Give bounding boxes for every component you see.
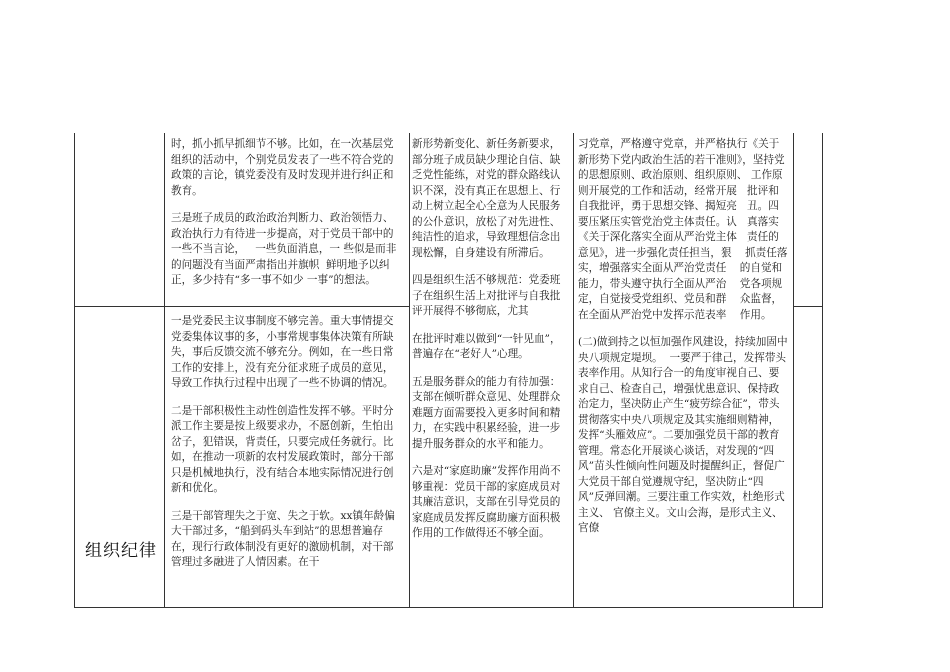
paragraph: 五是服务群众的能力有待加强：支部在倾听群众意见、处理群众难题方面需要投入更多时间和精力，在实践中积累经验，进一步提升服务群众的水平和能力。 xyxy=(412,375,561,450)
content-table xyxy=(74,133,823,608)
issues-cell-bottom xyxy=(171,314,403,604)
paragraph: 四是组织生活不够规范：党委班子在组织生活上对批评与自我批评开展得不够彻底，尤其 xyxy=(412,274,561,317)
row-divider xyxy=(75,306,409,307)
column-divider xyxy=(409,133,410,607)
section-label: 组织纪律 xyxy=(85,541,157,561)
column-divider xyxy=(793,133,794,607)
column-divider xyxy=(573,133,574,607)
paragraph: 新形势新变化、新任务新要求，部分班子成员缺少理论自信、缺乏党性能练，对党的群众路线认识不深，没有真正在思想上、行动上树立起全心全意为人民服务的公仆意识，放松了对先进性、纯洁性的追求，导致理想信念出现松懈，自身建设有所滞后。 xyxy=(412,138,561,259)
paragraph: 一是党委民主议事制度不够完善。重大事情提交党委集体议事的多，小事常规事集体决策有所缺失，事后反馈交流不够充分。例如，在一些日常工作的安排上，没有充分征求班子成员的意见，导致工作执行过程中出现了一些不协调的情况。 xyxy=(171,315,394,389)
paragraph: 三是班子成员的政治政治判断力、政治领悟力、政治执行力有待进一步提高，对于党员干部中的一些不当言论， 一些负面消息，一 些似是而非的问题没有当面严肃指出并旗帜 鲜明地予以纠正，多少持有“多一事不如少 一事”的想法。 xyxy=(171,212,397,286)
causes-cell xyxy=(412,137,568,603)
paragraph: 时，抓小抓早抓细节不够。比如，在一次基层党组织的活动中，个别党员发表了一些不符合党的政策的言论，镇党委没有及时发现并进行纠正和教育。 xyxy=(171,138,394,197)
row-divider xyxy=(793,306,823,307)
paragraph: 在批评时难以做到“一针见血”，普遍存在“老好人”心理。 xyxy=(412,332,561,360)
measures-cell xyxy=(578,137,788,603)
paragraph: 三是干部管理失之于宽、失之于软。xx镇年龄偏大干部过多，“船到码头车到站”的思想普遍存在，现行行政体制没有更好的激励机制，对干部管理过多融进了人情因素。在干 xyxy=(171,509,395,568)
paragraph: 二是干部积极性主动性创造性发挥不够。平时分派工作主要是按上级要求办，不愿创新，生怕出岔子，犯错误，背责任，只要完成任务就行。比如，在推动一项新的农村发展政策时，部分干部只是机械地执行，没有结合本地实际情况进行创新和优化。 xyxy=(171,404,394,494)
paragraph: (二)做到持之以恒加强作风建设，持续加固中央八项规定堤坝。 一要严于律己，发挥带头表率作用。从知行合一的角度审视自己、要求自己、检查自己，增强忧患意识、保持政治定力，坚决防止产生“疲劳综合征”，带头贯彻落实中央八项规定及其实施细则精神，发挥“头雁效应”。二要加强党员干部的教育管理。常态化开展谈心谈话，对发现的“四风”苗头性倾向性问题及时提醒纠正，督促广大党员干部自觉遵规守纪，坚决防止“四风”反弹回潮。三要注重工作实效，杜绝形式主义、 官僚主义。文山会海，是形式主义、官僚 xyxy=(578,336,788,534)
paragraph: 六是对“家庭助廉”发挥作用尚不够重视：党员干部的家庭成员对其廉洁意识，支部在引导党员的家庭成员发挥反腐助廉方面积极作用的工作做得还不够全面。 xyxy=(412,465,561,539)
paragraph: 习党章，严格遵守党章，并严格执行《关于新形势下党内政治生活的若干准则》，坚持党的思想原则、政治原则、组织原则、 工作原则开展党的工作和活动，经常开展 批评和自我批评，勇于思想交锋、揭短亮 丑。四要压紧压实管党治党主体责任。认 真落实《关于深化落实全面从严治党主体 责任的意见》，进一步强化责任担当，狠 抓责任落实，增强落实全面从严治党责任 的自觉和能力，带头遵守执行全面从严治 党各项规定，自觉接受党组织、党员和群 众监督，在全面从严治党中发挥示范表率 作用。 xyxy=(578,138,788,321)
issues-cell-top xyxy=(171,137,403,303)
